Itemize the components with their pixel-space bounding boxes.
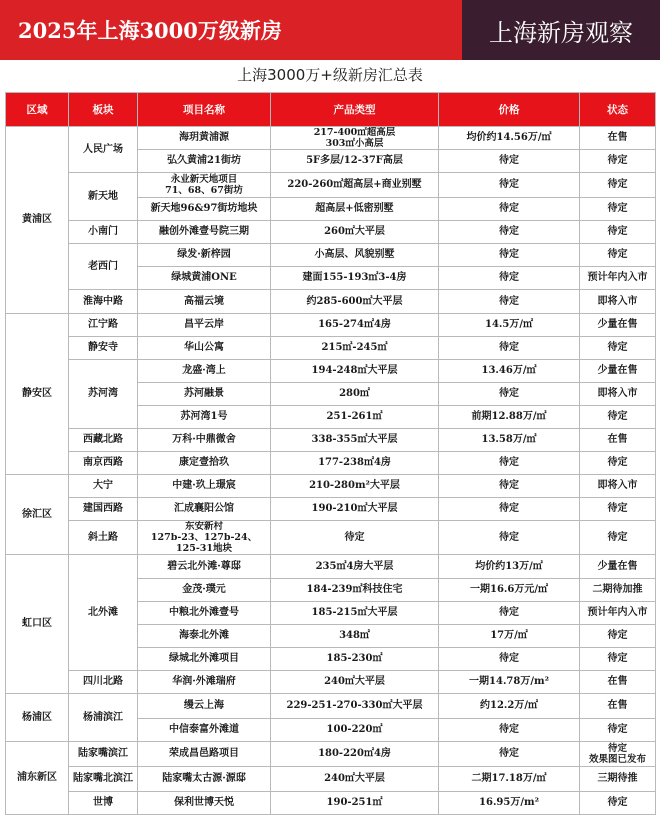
project-cell: 东安新村 127b-23、127b-24、125-31地块 (138, 521, 271, 555)
product-cell: 184-239㎡科技住宅 (271, 579, 439, 602)
status-cell: 待定 (580, 498, 656, 521)
status-cell: 在售 (580, 429, 656, 452)
price-cell: 待定 (439, 173, 580, 198)
status-cell: 待定 (580, 719, 656, 742)
price-cell: 待定 (439, 150, 580, 173)
price-cell: 待定 (439, 475, 580, 498)
status-cell: 即将入市 (580, 290, 656, 314)
district-cell: 虹口区 (6, 555, 69, 694)
project-cell: 海玥黄浦源 (138, 127, 271, 150)
block-cell: 建国西路 (69, 498, 138, 521)
block-cell: 杨浦滨江 (69, 694, 138, 742)
price-cell: 14.5万/㎡ (439, 314, 580, 337)
product-cell: 165-274㎡4房 (271, 314, 439, 337)
price-cell: 一期14.78万/m² (439, 671, 580, 694)
product-cell: 260㎡大平层 (271, 221, 439, 244)
status-cell: 待定 (580, 221, 656, 244)
project-cell: 华润·外滩瑞府 (138, 671, 271, 694)
block-cell: 斜土路 (69, 521, 138, 555)
block-cell: 人民广场 (69, 127, 138, 173)
column-header: 区域 (6, 93, 69, 127)
district-cell: 徐汇区 (6, 475, 69, 555)
project-cell: 碧云北外滩·尊邸 (138, 555, 271, 579)
product-cell: 185-230㎡ (271, 648, 439, 671)
block-cell: 南京西路 (69, 452, 138, 475)
status-cell: 预计年内入市 (580, 602, 656, 625)
status-cell: 待定 (580, 406, 656, 429)
status-cell: 少量在售 (580, 360, 656, 383)
status-cell: 待定 (580, 452, 656, 475)
project-cell: 苏河湾1号 (138, 406, 271, 429)
price-cell: 待定 (439, 648, 580, 671)
district-cell: 杨浦区 (6, 694, 69, 742)
block-cell: 世博 (69, 792, 138, 815)
product-cell: 217-400㎡超高层 303㎡小高层 (271, 127, 439, 150)
status-cell: 在售 (580, 671, 656, 694)
project-cell: 弘久黄浦21街坊 (138, 150, 271, 173)
table-body (6, 127, 656, 815)
table-row (6, 360, 656, 383)
price-cell: 待定 (439, 337, 580, 360)
product-cell: 5F多层/12-37F高层 (271, 150, 439, 173)
product-cell: 190-210㎡大平层 (271, 498, 439, 521)
block-cell: 四川北路 (69, 671, 138, 694)
price-cell: 待定 (439, 452, 580, 475)
product-cell: 348㎡ (271, 625, 439, 648)
project-cell: 海泰北外滩 (138, 625, 271, 648)
price-cell: 待定 (439, 221, 580, 244)
project-cell: 绿城北外滩项目 (138, 648, 271, 671)
project-cell: 保利世博天悦 (138, 792, 271, 815)
project-cell: 陆家嘴太古源·源邸 (138, 767, 271, 792)
product-cell: 180-220㎡4房 (271, 742, 439, 767)
housing-table (5, 92, 656, 815)
status-cell: 在售 (580, 127, 656, 150)
price-cell: 待定 (439, 290, 580, 314)
project-cell: 绿发·新梓园 (138, 244, 271, 267)
district-cell: 静安区 (6, 314, 69, 475)
product-cell: 超高层+低密别墅 (271, 198, 439, 221)
project-cell: 龙盛·湾上 (138, 360, 271, 383)
product-cell: 240㎡大平层 (271, 671, 439, 694)
block-cell: 静安寺 (69, 337, 138, 360)
product-cell: 251-261㎡ (271, 406, 439, 429)
project-cell: 汇成襄阳公馆 (138, 498, 271, 521)
price-cell: 均价约14.56万/㎡ (439, 127, 580, 150)
product-cell: 约285-600㎡大平层 (271, 290, 439, 314)
table-row (6, 767, 656, 792)
project-cell: 金茂·璞元 (138, 579, 271, 602)
status-cell: 待定 (580, 337, 656, 360)
block-cell: 苏河湾 (69, 360, 138, 429)
product-cell: 215㎡-245㎡ (271, 337, 439, 360)
table-row (6, 742, 656, 767)
price-cell: 待定 (439, 267, 580, 290)
project-cell: 荣成昌邑路项目 (138, 742, 271, 767)
price-cell: 待定 (439, 198, 580, 221)
header-banner (0, 0, 660, 60)
status-cell: 待定 (580, 150, 656, 173)
block-cell: 陆家嘴北滨江 (69, 767, 138, 792)
project-cell: 昌平云岸 (138, 314, 271, 337)
block-cell: 大宁 (69, 475, 138, 498)
project-cell: 华山公寓 (138, 337, 271, 360)
price-cell: 待定 (439, 719, 580, 742)
status-cell: 少量在售 (580, 555, 656, 579)
price-cell: 二期17.18万/㎡ (439, 767, 580, 792)
block-cell: 陆家嘴滨江 (69, 742, 138, 767)
table-row (6, 792, 656, 815)
product-cell: 229-251-270-330㎡大平层 (271, 694, 439, 719)
price-cell: 16.95万/m² (439, 792, 580, 815)
column-header: 价格 (439, 93, 580, 127)
table-row (6, 127, 656, 150)
price-cell: 均价约13万/㎡ (439, 555, 580, 579)
status-cell: 待定 (580, 198, 656, 221)
status-cell: 待定 (580, 625, 656, 648)
price-cell: 约12.2万/㎡ (439, 694, 580, 719)
price-cell: 13.46万/㎡ (439, 360, 580, 383)
product-cell: 220-260㎡超高层+商业别墅 (271, 173, 439, 198)
column-header: 项目名称 (138, 93, 271, 127)
table-row (6, 290, 656, 314)
price-cell: 待定 (439, 383, 580, 406)
block-cell: 小南门 (69, 221, 138, 244)
table-row (6, 521, 656, 555)
product-cell: 建面155-193㎡3-4房 (271, 267, 439, 290)
block-cell: 北外滩 (69, 555, 138, 671)
column-header: 状态 (580, 93, 656, 127)
status-cell: 待定 (580, 244, 656, 267)
price-cell: 一期16.6万元/㎡ (439, 579, 580, 602)
table-row (6, 337, 656, 360)
product-cell: 待定 (271, 521, 439, 555)
project-cell: 苏河融景 (138, 383, 271, 406)
price-cell: 待定 (439, 521, 580, 555)
table-row (6, 429, 656, 452)
price-cell: 待定 (439, 602, 580, 625)
product-cell: 190-251㎡ (271, 792, 439, 815)
project-cell: 缦云上海 (138, 694, 271, 719)
project-cell: 融创外滩壹号院三期 (138, 221, 271, 244)
block-cell: 西藏北路 (69, 429, 138, 452)
table-row (6, 555, 656, 579)
project-cell: 万科·中鼎微舍 (138, 429, 271, 452)
product-cell: 210-280m²大平层 (271, 475, 439, 498)
table-row (6, 694, 656, 719)
product-cell: 240㎡大平层 (271, 767, 439, 792)
block-cell: 老西门 (69, 244, 138, 290)
project-cell: 中信泰富外滩道 (138, 719, 271, 742)
project-cell: 高福云境 (138, 290, 271, 314)
table-row (6, 671, 656, 694)
price-cell: 前期12.88万/㎡ (439, 406, 580, 429)
column-header: 板块 (69, 93, 138, 127)
table-row (6, 452, 656, 475)
district-cell: 黄浦区 (6, 127, 69, 314)
brand-label: 上海新房观察 (462, 0, 660, 60)
status-cell: 少量在售 (580, 314, 656, 337)
table-title: 上海3000万+级新房汇总表 (237, 66, 423, 84)
table-row (6, 314, 656, 337)
product-cell: 100-220㎡ (271, 719, 439, 742)
price-cell: 待定 (439, 244, 580, 267)
page-title: 2025年上海3000万级新房 (0, 0, 462, 60)
product-cell: 280㎡ (271, 383, 439, 406)
table-header-row (6, 93, 656, 127)
status-cell: 二期待加推 (580, 579, 656, 602)
product-cell: 177-238㎡4房 (271, 452, 439, 475)
status-cell: 待定 (580, 792, 656, 815)
status-cell: 待定 (580, 648, 656, 671)
status-cell: 即将入市 (580, 383, 656, 406)
district-cell: 浦东新区 (6, 742, 69, 815)
price-cell: 13.58万/㎡ (439, 429, 580, 452)
project-cell: 中建·玖上璟宸 (138, 475, 271, 498)
table-row (6, 221, 656, 244)
product-cell: 338-355㎡大平层 (271, 429, 439, 452)
product-cell: 194-248㎡大平层 (271, 360, 439, 383)
table-row (6, 498, 656, 521)
project-cell: 康定壹拾玖 (138, 452, 271, 475)
column-header: 产品类型 (271, 93, 439, 127)
product-cell: 185-215㎡大平层 (271, 602, 439, 625)
price-cell: 待定 (439, 742, 580, 767)
status-cell: 预计年内入市 (580, 267, 656, 290)
status-cell: 即将入市 (580, 475, 656, 498)
block-cell: 淮海中路 (69, 290, 138, 314)
block-cell: 江宁路 (69, 314, 138, 337)
product-cell: 小高层、风貌别墅 (271, 244, 439, 267)
project-cell: 新天地96&97街坊地块 (138, 198, 271, 221)
status-cell: 在售 (580, 694, 656, 719)
table-row (6, 244, 656, 267)
table-row (6, 173, 656, 198)
product-cell: 235㎡4房大平层 (271, 555, 439, 579)
status-cell: 三期待推 (580, 767, 656, 792)
status-cell: 待定 (580, 521, 656, 555)
price-cell: 待定 (439, 498, 580, 521)
project-cell: 永业新天地项目 71、68、67街坊 (138, 173, 271, 198)
block-cell: 新天地 (69, 173, 138, 221)
table-row (6, 475, 656, 498)
project-cell: 绿城黄浦ONE (138, 267, 271, 290)
project-cell: 中粮北外滩壹号 (138, 602, 271, 625)
status-cell: 待定 (580, 173, 656, 198)
status-cell: 待定 效果图已发布 (580, 742, 656, 767)
price-cell: 17万/㎡ (439, 625, 580, 648)
